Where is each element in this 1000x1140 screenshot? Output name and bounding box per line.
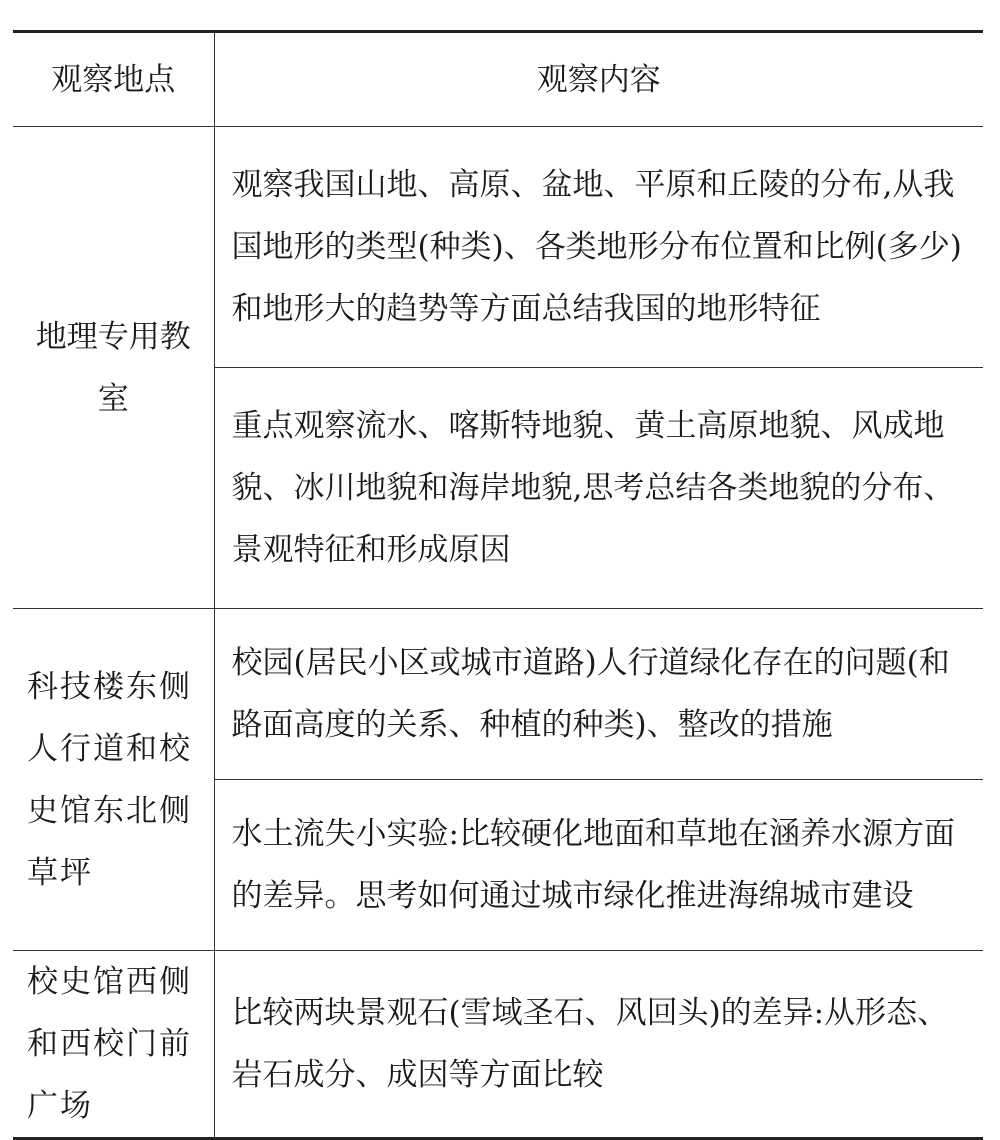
content-cell: 重点观察流水、喀斯特地貌、黄土高原地貌、风成地貌、冰川地貌和海岸地貌,思考总结各类地貌的分布、景观特征和形成原因: [214, 368, 983, 609]
observation-table-sheet: [13, 30, 983, 1140]
table-row: [13, 951, 983, 1139]
location-cell-tech-building-lawn: 科技楼东侧人行道和校史馆东北侧草坪: [13, 609, 214, 951]
table-row: [13, 127, 983, 368]
observation-table: [13, 30, 983, 1140]
content-cell: 比较两块景观石(雪域圣石、风回头)的差异:从形态、岩石成分、成因等方面比较: [214, 951, 983, 1139]
table-header-row: [13, 32, 983, 127]
content-cell: 校园(居民小区或城市道路)人行道绿化存在的问题(和路面高度的关系、种植的种类)、整改的措施: [214, 609, 983, 780]
table-row: [13, 609, 983, 780]
header-content: 观察内容: [214, 32, 983, 127]
content-cell: 水土流失小实验:比较硬化地面和草地在涵养水源方面的差异。思考如何通过城市绿化推进海绵城市建设: [214, 780, 983, 951]
location-cell-geography-classroom: 地理专用教室: [13, 127, 214, 609]
location-cell-west-gate-plaza: 校史馆西侧和西校门前广场: [13, 951, 214, 1139]
content-cell: 观察我国山地、高原、盆地、平原和丘陵的分布,从我国地形的类型(种类)、各类地形分布位置和比例(多少)和地形大的趋势等方面总结我国的地形特征: [214, 127, 983, 368]
header-location: 观察地点: [13, 32, 214, 127]
